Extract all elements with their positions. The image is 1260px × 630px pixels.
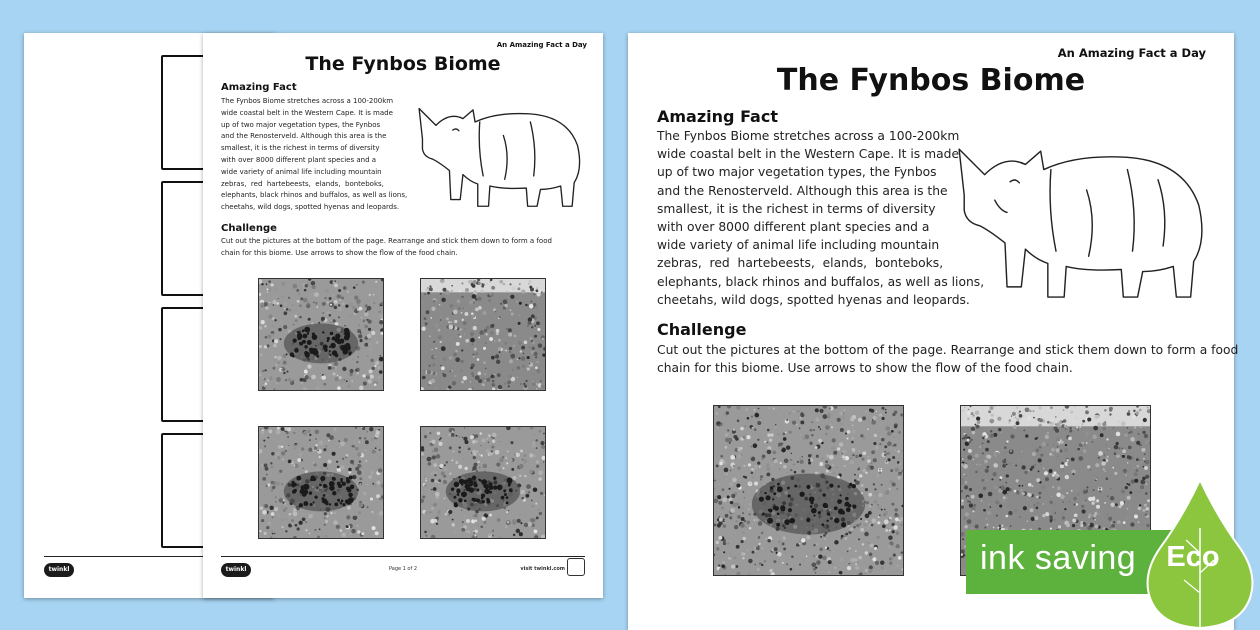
fact-line: up of two major vegetation types, the Fynbos [221, 120, 381, 129]
page-number: Page 1 of 2 [388, 566, 418, 572]
footer-divider [221, 556, 585, 557]
fact-line: The Fynbos Biome stretches across a 100-200km [221, 97, 394, 105]
challenge-line: chain for this biome. Use arrows to show the flow of the food chain. [657, 361, 1073, 376]
fact-line: cheetahs, wild dogs, spotted hyenas and leopards. [221, 203, 400, 212]
amazing-fact-text [221, 96, 421, 214]
fact-line: wide coastal belt in the Western Cape. It is made [657, 147, 960, 162]
rhino-illustration [415, 95, 585, 213]
fact-line: up of two major vegetation types, the Fynbos [657, 165, 937, 180]
photo-rodent [420, 426, 546, 539]
photo-image [421, 427, 545, 538]
fact-line: and the Renosterveld. Although this area is the [657, 183, 948, 198]
page-title: The Fynbos Biome [776, 63, 1086, 98]
fact-line: and the Renosterveld. Although this area is the [221, 132, 387, 141]
photo-leopard [713, 405, 904, 576]
page-title: The Fynbos Biome [305, 53, 501, 75]
fact-line: The Fynbos Biome stretches across a 100-200km [657, 129, 960, 143]
fact-line: wide variety of animal life including mountain [657, 238, 940, 253]
amazing-fact-heading: Amazing Fact [657, 107, 778, 126]
fact-line: with over 8000 different plant species and a [221, 155, 377, 164]
eco-label: Eco [1166, 541, 1220, 573]
website-footer: visit twinkl.com [520, 566, 565, 572]
worksheet-page-thumbnail [203, 33, 603, 598]
fact-line: smallest, it is the richest in terms of diversity [221, 144, 380, 153]
rhino-illustration [954, 128, 1209, 308]
fact-line: smallest, it is the richest in terms of diversity [657, 201, 936, 216]
fact-line: with over 8000 different plant species and a [657, 220, 930, 235]
challenge-text [657, 341, 1239, 377]
challenge-line: chain for this biome. Use arrows to show the flow of the food chain. [221, 248, 458, 257]
photo-image [714, 406, 903, 575]
photo-image [421, 279, 545, 390]
photo-baboons [258, 426, 384, 539]
fact-line: wide coastal belt in the Western Cape. It is made [221, 108, 393, 117]
fact-line: zebras, red hartebeests, elands, bonteboks, [221, 179, 384, 188]
twinkl-logo: twinkl [44, 563, 74, 577]
amazing-fact-heading: Amazing Fact [221, 82, 297, 93]
ink-saving-label: ink saving [980, 539, 1137, 577]
challenge-line: Cut out the pictures at the bottom of the page. Rearrange and stick them down to form a food [657, 343, 1239, 357]
challenge-text [221, 236, 591, 260]
photo-image [259, 427, 383, 538]
photo-fynbos-shrubs [420, 278, 546, 391]
fact-line: cheetahs, wild dogs, spotted hyenas and leopards. [657, 292, 970, 307]
fact-line: elephants, black rhinos and buffalos, as well as lions, [221, 191, 408, 200]
fact-line: zebras, red hartebeests, elands, bonteboks, [657, 256, 944, 271]
fact-line: wide variety of animal life including mountain [221, 167, 382, 176]
twinkl-badge-icon [567, 558, 585, 576]
challenge-heading: Challenge [657, 320, 747, 339]
challenge-heading: Challenge [221, 223, 277, 234]
fact-line: elephants, black rhinos and buffalos, as well as lions, [657, 274, 985, 289]
tagline: An Amazing Fact a Day [496, 41, 587, 49]
photo-leopard [258, 278, 384, 391]
challenge-line: Cut out the pictures at the bottom of the page. Rearrange and stick them down to form a food [221, 237, 552, 245]
tagline: An Amazing Fact a Day [1057, 46, 1206, 60]
photo-image [259, 279, 383, 390]
twinkl-logo: twinkl [221, 563, 251, 577]
